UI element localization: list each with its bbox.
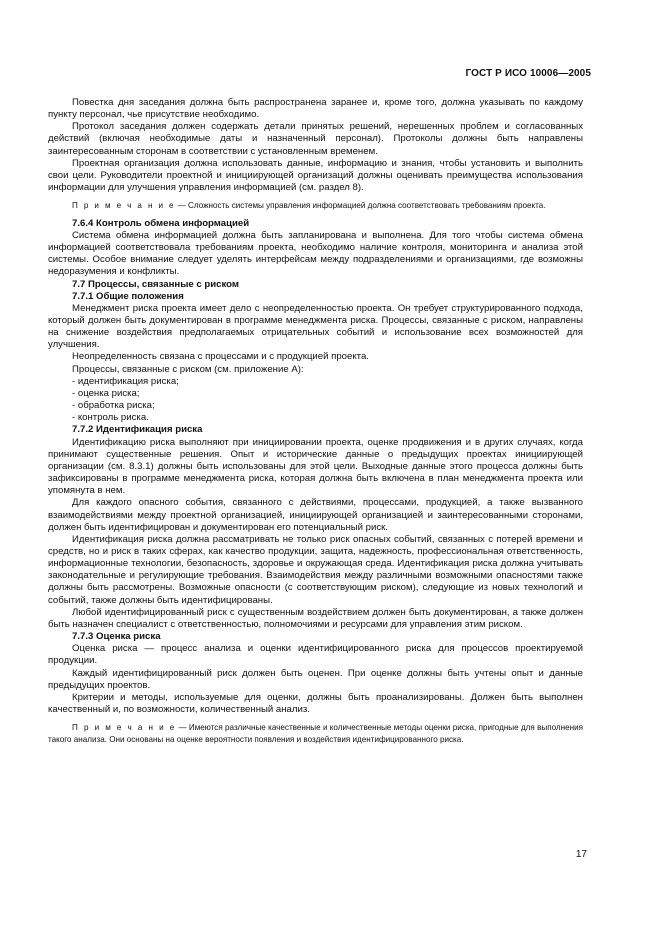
page-number: 17 <box>575 849 587 860</box>
list-item: - контроль риска. <box>72 412 149 424</box>
note-label: П р и м е ч а н и е <box>72 201 176 211</box>
paragraph: Протокол заседания должен содержать детали принятых решений, нерешенных проблем и согласованных действий (включая необходимые даты и назначенный персонал). Протоколы должны быть направлены заинтересованным сторонам в соответствии с установленным временем. <box>48 121 583 157</box>
paragraph: Критерии и методы, используемые для оценки, должны быть проанализированы. Должен быть выполнен качественный и, по возможности, количественный анализ. <box>48 691 583 715</box>
paragraph: Менеджмент риска проекта имеет дело с неопределенностью проекта. Он требует структурированного подхода, который должен быть документирован в программе менеджмента риска. Процессы, связанные с риском, направлены на снижение воздействия предполагаемых отрицательных событий и использование всех возможностей для улучшения. <box>48 302 583 351</box>
note <box>48 200 583 212</box>
section-heading-7-7-3: 7.7.3 Оценка риска <box>72 631 161 643</box>
paragraph: Для каждого опасного события, связанного с действиями, процессами, продукцией, а также вызванного взаимодействиями между проектной организацией, инициирующей организацией и заинтересованными сторонами, должен быть идентифицирован и документирован его потенциальный риск. <box>48 497 583 533</box>
note-text: — Сложность системы управления информацией должна соответствовать требованиям проекта. <box>175 201 546 211</box>
paragraph: Неопределенность связана с процессами и с продукцией проекта. <box>72 351 369 363</box>
paragraph: Система обмена информацией должна быть запланирована и выполнена. Для того чтобы система обмена информацией соответствовала требованиям проекта, необходимо наличие контроля, мониторинга и анализа этой системы. Особое внимание следует уделять интерфейсам между подразделениями и организациями, где возможны недоразумения и конфликты. <box>48 229 583 278</box>
section-heading-7-7-1: 7.7.1 Общие положения <box>72 290 184 302</box>
section-heading-7-7: 7.7 Процессы, связанные с риском <box>72 278 239 290</box>
paragraph: Идентификация риска должна рассматривать не только риск опасных событий, связанных с потерей времени и средств, но и риск в таких сферах, как качество продукции, защита, надежность, профессиональная ответственность, информационные технологии, безопасность, здоровье и окружающая среда. Идентификация риска должна учитывать законодательные и регулирующие требования. Взаимодействия между различными возможными опасностями также должны быть рассмотрены. Возможные опасности (с соответствующим риском), следующие из новых технологий и событий, также должны быть идентифицированы. <box>48 533 583 606</box>
paragraph: Повестка дня заседания должна быть распространена заранее и, кроме того, должна указывать по каждому пункту персонал, чье присутствие необходимо. <box>48 97 583 121</box>
paragraph: Каждый идентифицированный риск должен быть оценен. При оценке должны быть учтены опыт и данные предыдущих проектов. <box>48 667 583 691</box>
paragraph: Оценка риска — процесс анализа и оценки идентифицированного риска для процессов проектируемой продукции. <box>48 643 583 667</box>
list-item: - оценка риска; <box>72 387 140 399</box>
paragraph: Идентификацию риска выполняют при инициировании проекта, оценке продвижения и в других случаях, когда принимают существенные решения. Опыт и исторические данные о предыдущих проектах инициирующей организации (см. 8.3.1) должны быть использованы для этой цели. Выходные данные этого процесса должны быть зафиксированы в программе менеджмента риска, которая должна быть включена в план менеджмента проекта или упомянута в нем. <box>48 436 583 497</box>
section-heading-7-7-2: 7.7.2 Идентификация риска <box>72 424 203 436</box>
section-heading-7-6-4: 7.6.4 Контроль обмена информацией <box>72 217 250 229</box>
paragraph: Любой идентифицированный риск с существенным воздействием должен быть документирован, а также должен быть назначен специалист с ответственностью, полномочиями и ресурсами для управления этим риском. <box>48 606 583 630</box>
list-item: - идентификация риска; <box>72 375 179 387</box>
note-label: П р и м е ч а н и е <box>72 723 177 733</box>
note-text: — Имеются различные качественные и количественные методы оценки риска, пригодные для выполнения такого анализа. Они основаны на оценке вероятности появления и воздействия идентифицированного риска. <box>48 723 583 744</box>
standard-header: ГОСТ Р ИСО 10006—2005 <box>465 68 591 79</box>
page-body <box>48 97 583 745</box>
list-item: - обработка риска; <box>72 400 155 412</box>
note <box>48 722 583 745</box>
paragraph: Процессы, связанные с риском (см. приложение А): <box>72 363 304 375</box>
paragraph: Проектная организация должна использовать данные, информацию и знания, чтобы установить и выполнить свои цели. Руководители проектной и инициирующей организаций должны оценивать преимущества использования информации для улучшения управления информацией (см. раздел 8). <box>48 157 583 194</box>
